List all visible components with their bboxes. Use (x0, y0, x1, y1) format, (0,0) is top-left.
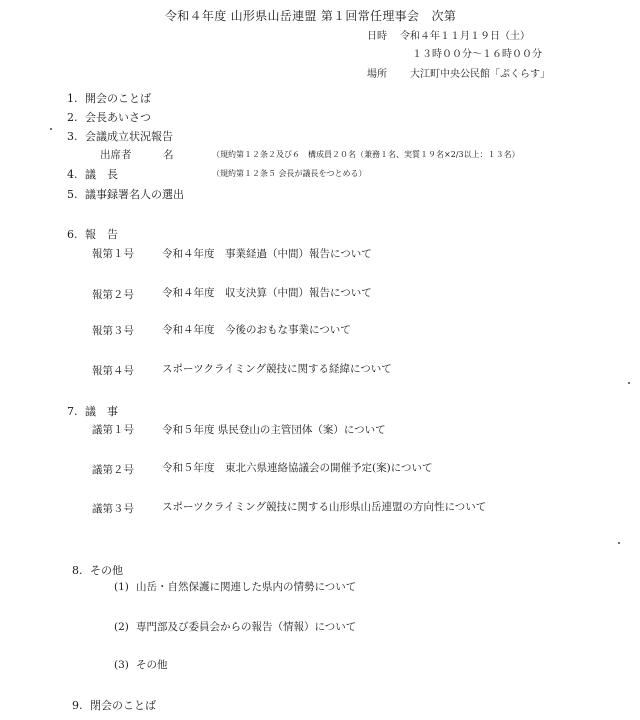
other-1-text: 山岳・自然保護に関連した県内の情勢について (136, 581, 357, 593)
agenda-3-text: スポーツクライミング競技に関する山形県山岳連盟の方向性について (162, 501, 487, 513)
other-3-text: その他 (136, 659, 168, 671)
agenda-heading (67, 406, 118, 417)
agenda-1-text: 令和５年度 県民登山の主管団体（案）について (162, 424, 386, 436)
document-title: 令和４年度 山形県山岳連盟 第１回常任理事会 次第 (165, 9, 457, 23)
other-heading (72, 565, 123, 576)
scan-speck (50, 128, 52, 130)
report-4-no: 報第４号 (92, 365, 134, 377)
date-value: 令和４年１１月１９日（土） (400, 31, 530, 42)
report-3-text: 令和４年度 今後のおもな事業について (162, 324, 351, 336)
chair-note: （規約第１２条５ 会長が議長をつとめる） (212, 169, 367, 178)
scan-speck (628, 382, 630, 384)
item-number: 1. (67, 92, 78, 105)
scan-speck (618, 542, 620, 544)
agenda-2-no: 議第２号 (92, 464, 134, 476)
section-number: 7. (67, 405, 78, 418)
item-number: 2. (67, 111, 78, 124)
item-number: 4. (67, 168, 78, 181)
item-number: 9. (72, 699, 83, 712)
agenda-2-text: 令和５年度 東北六県連絡協議会の開催予定(案)について (162, 462, 433, 474)
attendance-note: （規約第１２条２及び６ 構成員２０名（兼務１名、実質１９名×2/3以上：１３名） (212, 150, 520, 159)
item-3 (67, 131, 173, 142)
report-1-no: 報第１号 (92, 248, 134, 260)
section-number: 6. (67, 228, 78, 241)
section-title: 議 事 (85, 405, 118, 418)
time-value: １３時００分～１６時００分 (412, 49, 542, 60)
section-title: その他 (90, 564, 123, 577)
report-4-text: スポーツクライミング競技に関する経緯について (162, 363, 392, 375)
agenda-1-no: 議第１号 (92, 424, 134, 436)
place-value: 大江町中央公民館「ぷくらす」 (410, 69, 550, 80)
report-2-text: 令和４年度 収支決算（中間）報告について (162, 287, 372, 299)
other-3-no: (3) (114, 659, 129, 671)
agenda-3-no: 議第３号 (92, 503, 134, 515)
place-label: 場所 (367, 69, 387, 80)
other-2-no: (2) (114, 621, 129, 633)
report-2-no: 報第２号 (92, 289, 134, 301)
item-number: 3. (67, 130, 78, 143)
other-1-no: (1) (114, 581, 129, 593)
section-number: 8. (72, 564, 83, 577)
section-title: 報 告 (85, 228, 118, 241)
other-2-text: 専門部及び委員会からの報告（情報）について (136, 621, 357, 633)
item-label: 議事録署名人の選出 (85, 188, 184, 201)
date-label: 日時 (367, 31, 387, 42)
item-label: 会長あいさつ (85, 111, 151, 124)
item-2 (67, 112, 151, 123)
item-9 (72, 700, 156, 711)
item-1 (67, 93, 151, 104)
item-5 (67, 189, 184, 200)
item-label: 議 長 (85, 168, 118, 181)
item-number: 5. (67, 188, 78, 201)
report-3-no: 報第３号 (92, 325, 134, 337)
item-label: 開会のことば (85, 92, 151, 105)
item-4 (67, 169, 118, 180)
report-1-text: 令和４年度 事業経過（中間）報告について (162, 248, 372, 260)
reports-heading (67, 229, 118, 240)
item-label: 閉会のことば (90, 699, 156, 712)
item-label: 会議成立状況報告 (85, 130, 173, 143)
attendance-label: 出席者 名 (100, 149, 174, 161)
